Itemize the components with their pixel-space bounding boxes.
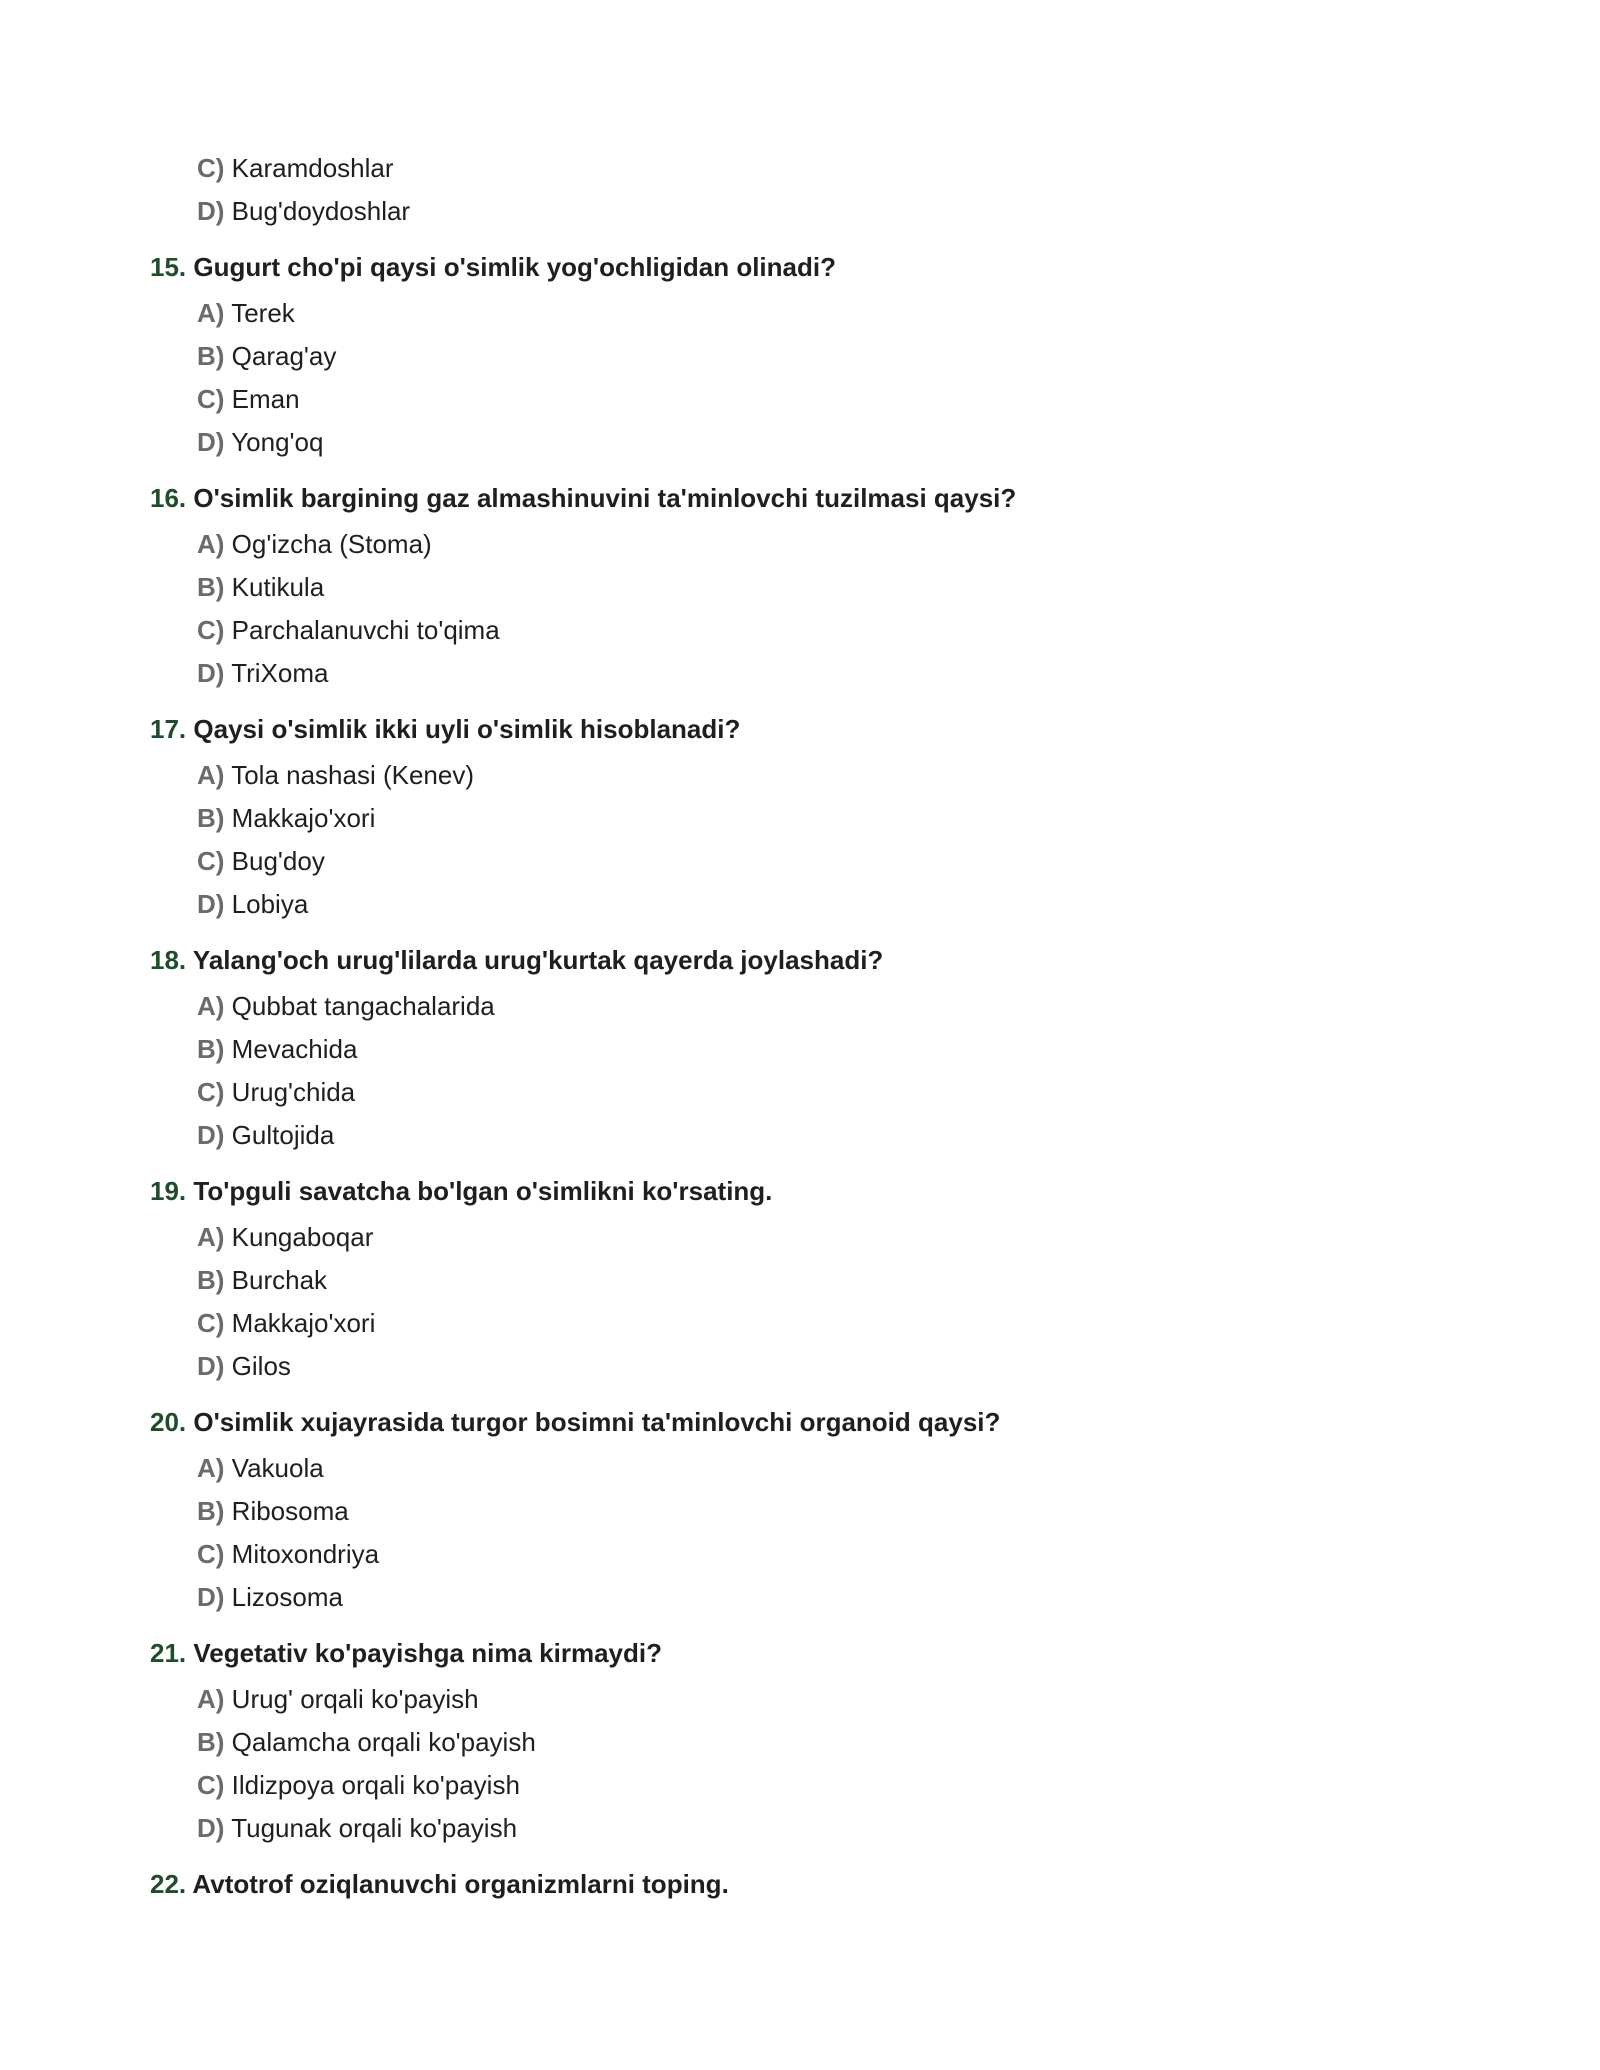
option-16-c <box>197 613 500 647</box>
option-text: Mevachida <box>231 1034 358 1064</box>
option-text: Makkajo'xori <box>231 803 376 833</box>
question-text: Yalang'och urug'lilarda urug'kurtak qayerda joylashadi? <box>192 945 884 975</box>
option-letter: C) <box>197 846 225 876</box>
option-text: Makkajo'xori <box>231 1308 376 1338</box>
option-15-b <box>197 339 336 373</box>
option-letter: B) <box>197 803 225 833</box>
question-text: O'simlik xujayrasida turgor bosimni ta'minlovchi organoid qaysi? <box>193 1407 1001 1437</box>
option-text: TriXoma <box>231 658 329 688</box>
question-number: 18. <box>150 945 187 975</box>
option-letter: B) <box>197 1727 225 1757</box>
option-letter: D) <box>197 1582 225 1612</box>
option-letter: B) <box>197 341 225 371</box>
option-letter: A) <box>197 760 225 790</box>
question-text: Avtotrof oziqlanuvchi organizmlarni toping. <box>192 1869 729 1899</box>
option-text: Urug'chida <box>231 1077 356 1107</box>
option-text: Yong'oq <box>231 427 324 457</box>
option-letter: D) <box>197 1351 225 1381</box>
option-19-d <box>197 1349 291 1383</box>
question-16 <box>150 481 1450 515</box>
option-letter: A) <box>197 1453 225 1483</box>
question-text: Qaysi o'simlik ikki uyli o'simlik hisoblanadi? <box>193 714 741 744</box>
option-17-b <box>197 801 375 835</box>
option-text: Ribosoma <box>231 1496 349 1526</box>
option-21-d <box>197 1811 517 1845</box>
option-21-a <box>197 1682 479 1716</box>
question-text: O'simlik bargining gaz almashinuvini ta'minlovchi tuzilmasi qaysi? <box>193 483 1017 513</box>
question-number: 15. <box>150 252 187 282</box>
option-text: Parchalanuvchi to'qima <box>231 615 500 645</box>
option-letter: D) <box>197 196 225 226</box>
question-17 <box>150 712 1450 746</box>
option-19-c <box>197 1306 375 1340</box>
option-letter: B) <box>197 1496 225 1526</box>
question-21 <box>150 1636 1450 1670</box>
question-text: Gugurt cho'pi qaysi o'simlik yog'ochligidan olinadi? <box>193 252 836 282</box>
option-17-a <box>197 758 474 792</box>
option-20-d <box>197 1580 343 1614</box>
option-letter: B) <box>197 1265 225 1295</box>
option-19-b <box>197 1263 327 1297</box>
option-text: Gilos <box>231 1351 291 1381</box>
option-letter: D) <box>197 427 225 457</box>
option-21-b <box>197 1725 536 1759</box>
option-letter: A) <box>197 298 225 328</box>
option-16-a <box>197 527 432 561</box>
question-18 <box>150 943 1450 977</box>
question-number: 21. <box>150 1638 187 1668</box>
option-letter: A) <box>197 991 225 1021</box>
option-letter: A) <box>197 529 225 559</box>
option-text: Og'izcha (Stoma) <box>231 529 432 559</box>
option-text: Kungaboqar <box>231 1222 374 1252</box>
option-17-c <box>197 844 325 878</box>
option-letter: B) <box>197 1034 225 1064</box>
question-text: Vegetativ ko'payishga nima kirmaydi? <box>193 1638 662 1668</box>
option-16-b <box>197 570 324 604</box>
option-letter: A) <box>197 1222 225 1252</box>
option-20-a <box>197 1451 324 1485</box>
option-text: Qalamcha orqali ko'payish <box>231 1727 536 1757</box>
option-text: Burchak <box>231 1265 328 1295</box>
option-letter: D) <box>197 889 225 919</box>
option-letter: B) <box>197 572 225 602</box>
option-text: Bug'doy <box>231 846 325 876</box>
option-text: Lobiya <box>231 889 309 919</box>
question-number: 19. <box>150 1176 187 1206</box>
question-number: 22. <box>150 1869 187 1899</box>
question-number: 20. <box>150 1407 187 1437</box>
option-17-d <box>197 887 308 921</box>
option-letter: C) <box>197 615 225 645</box>
option-18-d <box>197 1118 334 1152</box>
option-text: Urug' orqali ko'payish <box>231 1684 479 1714</box>
option-letter: C) <box>197 1770 225 1800</box>
option-carryover-c <box>197 151 394 185</box>
option-15-a <box>197 296 295 330</box>
option-18-c <box>197 1075 355 1109</box>
option-text: Ildizpoya orqali ko'payish <box>231 1770 520 1800</box>
option-text: Gultojida <box>231 1120 335 1150</box>
option-text: Karamdoshlar <box>231 153 394 183</box>
option-letter: C) <box>197 1539 225 1569</box>
option-text: Qarag'ay <box>231 341 337 371</box>
option-20-b <box>197 1494 349 1528</box>
question-number: 16. <box>150 483 187 513</box>
option-letter: C) <box>197 384 225 414</box>
option-letter: D) <box>197 1120 225 1150</box>
option-16-d <box>197 656 328 690</box>
option-18-b <box>197 1032 357 1066</box>
option-carryover-d <box>197 194 410 228</box>
option-15-c <box>197 382 300 416</box>
option-text: Lizosoma <box>231 1582 343 1612</box>
question-number: 17. <box>150 714 187 744</box>
option-letter: D) <box>197 1813 225 1843</box>
option-text: Qubbat tangachalarida <box>231 991 495 1021</box>
option-text: Mitoxondriya <box>231 1539 380 1569</box>
option-15-d <box>197 425 323 459</box>
question-19 <box>150 1174 1450 1208</box>
option-letter: C) <box>197 153 225 183</box>
option-20-c <box>197 1537 379 1571</box>
option-letter: C) <box>197 1077 225 1107</box>
option-letter: C) <box>197 1308 225 1338</box>
option-text: Kutikula <box>231 572 325 602</box>
option-19-a <box>197 1220 373 1254</box>
option-text: Vakuola <box>231 1453 324 1483</box>
question-22 <box>150 1867 1450 1901</box>
option-text: Terek <box>231 298 295 328</box>
question-15 <box>150 250 1450 284</box>
option-letter: D) <box>197 658 225 688</box>
option-letter: A) <box>197 1684 225 1714</box>
question-text: To'pguli savatcha bo'lgan o'simlikni ko'rsating. <box>193 1176 773 1206</box>
option-18-a <box>197 989 495 1023</box>
option-text: Bug'doydoshlar <box>231 196 411 226</box>
option-text: Tugunak orqali ko'payish <box>231 1813 518 1843</box>
option-21-c <box>197 1768 520 1802</box>
option-text: Eman <box>231 384 300 414</box>
option-text: Tola nashasi (Kenev) <box>231 760 475 790</box>
question-20 <box>150 1405 1450 1439</box>
